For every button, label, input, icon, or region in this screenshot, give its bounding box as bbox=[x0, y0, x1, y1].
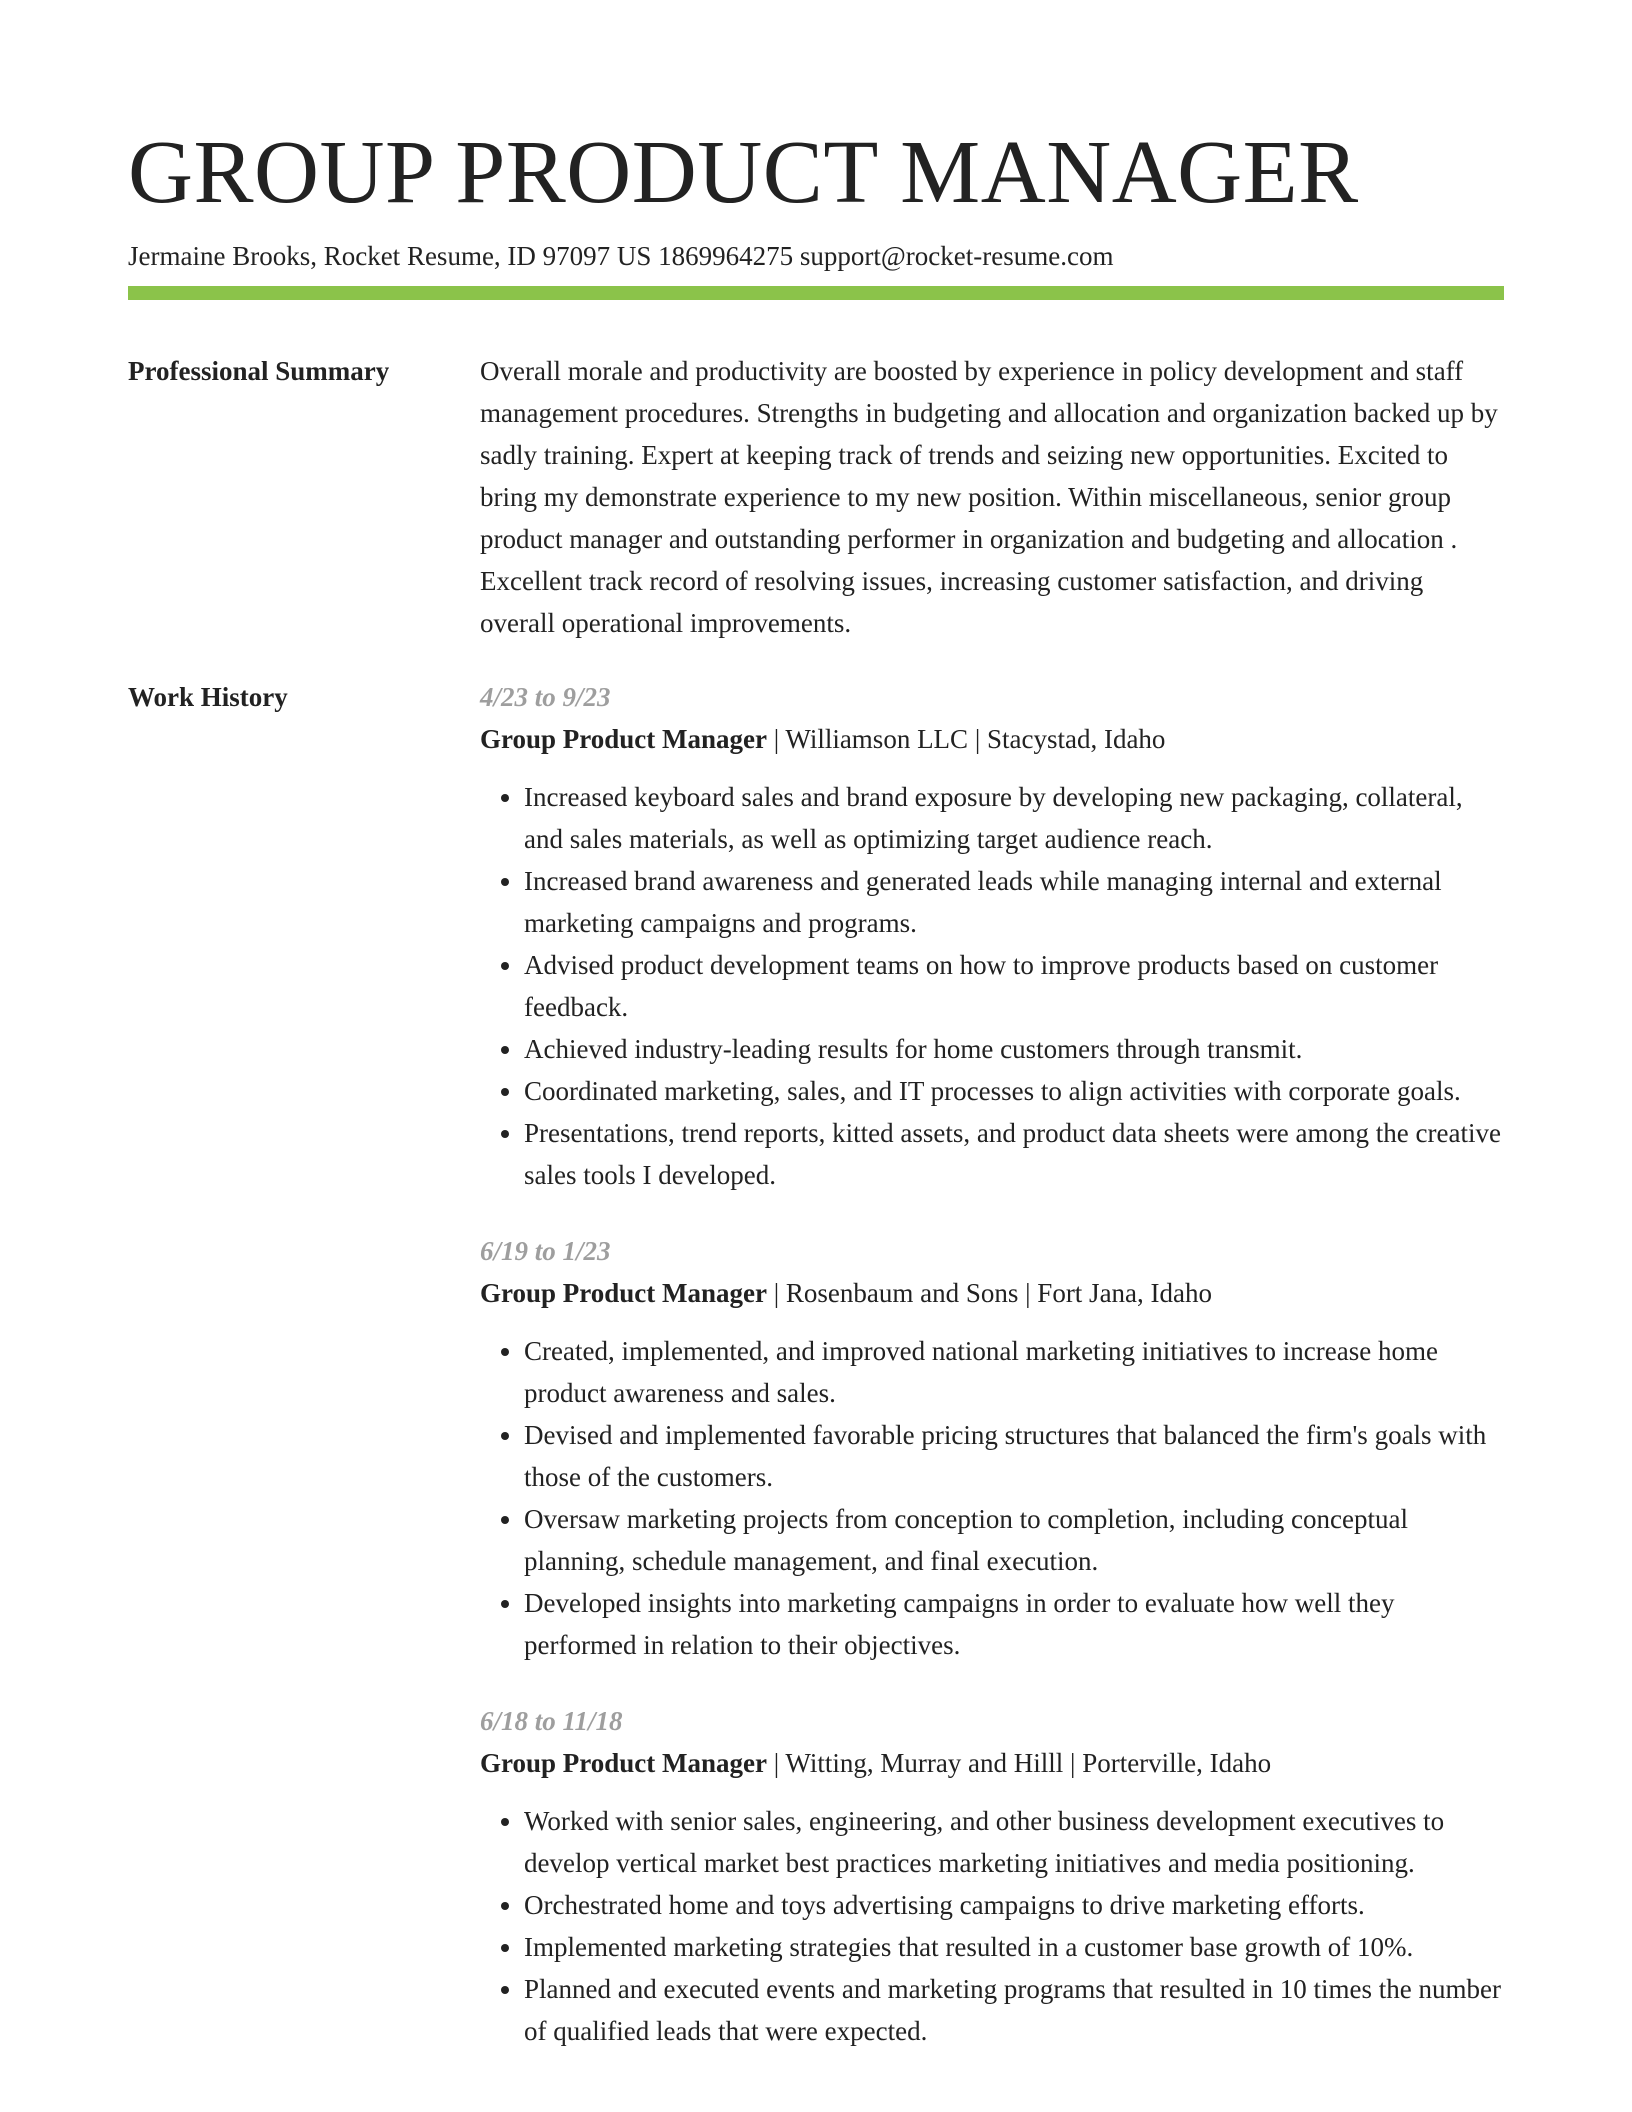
job-role: Group Product Manager bbox=[480, 724, 767, 754]
job-bullet: • Created, implemented, and improved national marketing initiatives to increase home product awareness and sales. bbox=[524, 1330, 1504, 1414]
job-heading bbox=[480, 718, 1504, 760]
job-bullets bbox=[480, 1330, 1504, 1666]
job-details: | Witting, Murray and Hilll | Porterville, Idaho bbox=[767, 1748, 1272, 1778]
job-details: | Rosenbaum and Sons | Fort Jana, Idaho bbox=[767, 1278, 1213, 1308]
job-bullet: • Increased brand awareness and generated leads while managing internal and external marketing campaigns and programs. bbox=[524, 860, 1504, 944]
job-dates: 6/18 to 11/18 bbox=[480, 1706, 623, 1736]
job-details: | Williamson LLC | Stacystad, Idaho bbox=[767, 724, 1166, 754]
job-bullet: • Orchestrated home and toys advertising campaigns to drive marketing efforts. bbox=[524, 1884, 1504, 1926]
job-bullet: • Presentations, trend reports, kitted assets, and product data sheets were among the creative sales tools I developed. bbox=[524, 1112, 1504, 1196]
job-bullets bbox=[480, 776, 1504, 1196]
job-dates: 4/23 to 9/23 bbox=[480, 682, 611, 712]
summary-body bbox=[480, 350, 1504, 644]
summary-text: Overall morale and productivity are boosted by experience in policy development and staff management procedures. Strengths in budgeting and allocation and organization backed up by sadly training. Expert at keeping track of trends and seizing new opportunities. Excited to bring my demonstrate experience to my new position. Within miscellaneous, senior group product manager and outstanding performer in organization and budgeting and allocation . Excellent track record of resolving issues, increasing customer satisfaction, and driving overall operational improvements. bbox=[480, 356, 1498, 638]
job-bullets bbox=[480, 1800, 1504, 2052]
job-bullet: • Planned and executed events and marketing programs that resulted in 10 times the number of qualified leads that were expected. bbox=[524, 1968, 1504, 2052]
job-heading bbox=[480, 1742, 1504, 1784]
job-bullet: • Devised and implemented favorable pricing structures that balanced the firm's goals with those of the customers. bbox=[524, 1414, 1504, 1498]
contact-line: Jermaine Brooks, Rocket Resume, ID 97097 US 1869964275 support@rocket-resume.com bbox=[128, 241, 1114, 271]
resume-header bbox=[128, 118, 1504, 274]
job-bullet: • Advised product development teams on how to improve products based on customer feedback. bbox=[524, 944, 1504, 1028]
job-role: Group Product Manager bbox=[480, 1748, 767, 1778]
job-bullet: • Developed insights into marketing campaigns in order to evaluate how well they performed in relation to their objectives. bbox=[524, 1582, 1504, 1666]
job-bullet: • Oversaw marketing projects from conception to completion, including conceptual planning, schedule management, and final execution. bbox=[524, 1498, 1504, 1582]
job-entry bbox=[480, 1700, 1504, 2052]
summary-heading: Professional Summary bbox=[128, 356, 390, 386]
accent-divider bbox=[128, 286, 1504, 300]
job-dates: 6/19 to 1/23 bbox=[480, 1236, 611, 1266]
job-role: Group Product Manager bbox=[480, 1278, 767, 1308]
job-heading bbox=[480, 1272, 1504, 1314]
resume-title: GROUP PRODUCT MANAGER bbox=[128, 123, 1359, 222]
job-bullet: • Achieved industry-leading results for home customers through transmit. bbox=[524, 1028, 1504, 1070]
work-history-heading: Work History bbox=[128, 682, 288, 712]
job-bullet: • Increased keyboard sales and brand exposure by developing new packaging, collateral, and sales materials, as well as optimizing target audience reach. bbox=[524, 776, 1504, 860]
job-entry bbox=[480, 676, 1504, 1196]
job-bullet: • Implemented marketing strategies that resulted in a customer base growth of 10%. bbox=[524, 1926, 1504, 1968]
work-history-body bbox=[480, 676, 1504, 2086]
job-entry bbox=[480, 1230, 1504, 1666]
job-bullet: • Worked with senior sales, engineering, and other business development executives to develop vertical market best practices marketing initiatives and media positioning. bbox=[524, 1800, 1504, 1884]
job-bullet: • Coordinated marketing, sales, and IT processes to align activities with corporate goals. bbox=[524, 1070, 1504, 1112]
